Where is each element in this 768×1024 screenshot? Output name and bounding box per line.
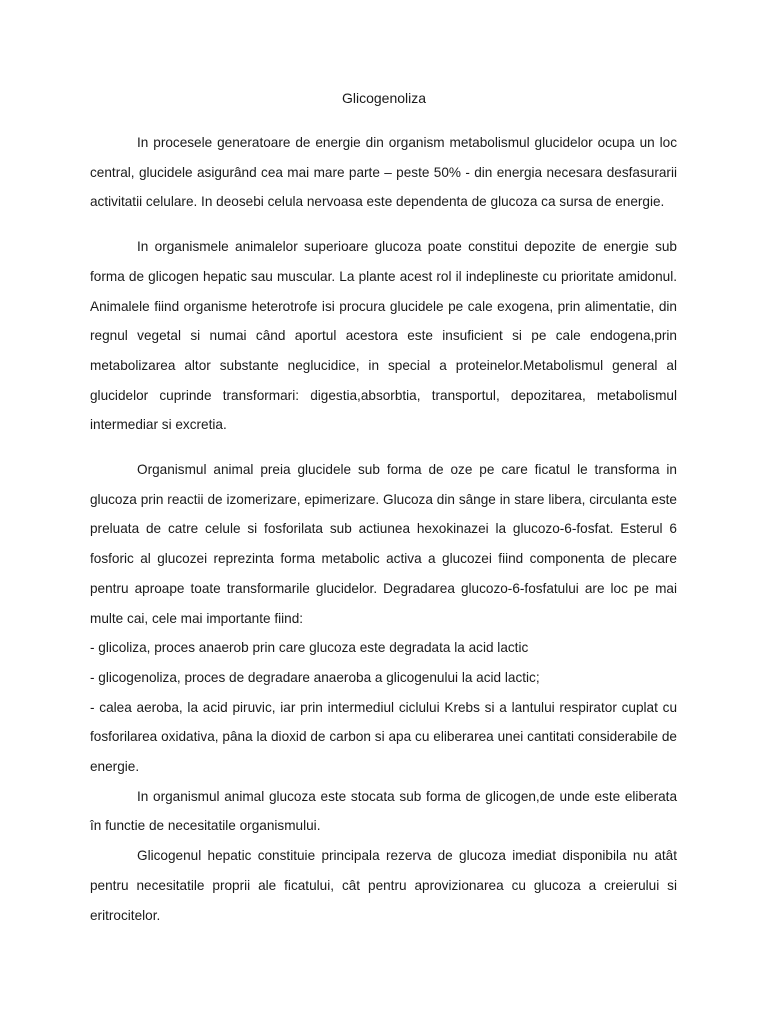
paragraph-glycogen-storage: In organismele animalelor superioare glucoza poate constitui depozite de energie sub forma de glicogen hepatic sau muscular. La plante acest rol il indeplineste cu prioritate amidonul. Animalele fiind organisme heterotrofe isi procura glucidele pe cale exogena, prin alimentatie, din regnul vegetal si numai când aportul acestora este insuficient si pe cale endogena,prin metabolizarea altor substante neglucidice, in special a proteinelor.Metabolismul general al glucidelor cuprinde transformari: digestia,absorbtia, transportul, depozitarea, metabolismul intermediar si excretia. (90, 239, 677, 433)
paragraph-glucose-metabolism: Organismul animal preia glucidele sub forma de oze pe care ficatul le transforma in glucoza prin reactii de izomerizare, epimerizare. Glucoza din sânge in stare libera, circulanta este preluata de catre celule si fosforilata sub actiunea hexokinazei la glucozo-6-fosfat. Esterul 6 fosforic al glucozei reprezinta forma metabolic activa a glucozei fiind componenta de plecare pentru aproape toate transformarile glucidelor. Degradarea glucozo-6-fosfatului are loc pe mai multe cai, cele mai importante fiind: (90, 462, 677, 626)
paragraph-intro: In procesele generatoare de energie din organism metabolismul glucidelor ocupa un loc central, glucidele asigurând cea mai mare parte – peste 50% - din energia necesara desfasurarii activitatii celulare. In deosebi celula nervoasa este dependenta de glucoza ca sursa de energie. (90, 135, 677, 210)
document-title: Glicogenoliza (341, 90, 427, 106)
document-body (90, 128, 677, 930)
list-item-glycogenolysis: - glicogenoliza, proces de degradare anaeroba a glicogenului la acid lactic; (90, 669, 540, 685)
paragraph-hepatic-glycogen: Glicogenul hepatic constituie principala rezerva de glucoza imediat disponibila nu atât pentru necesitatile proprii ale ficatului, cât pentru aprovizionarea cu glucoza a creierului si eritrocitelor. (90, 848, 677, 923)
list-item-aerobic-pathway: - calea aeroba, la acid piruvic, iar prin intermediul ciclului Krebs si a lantului respirator cuplat cu fosforilarea oxidativa, pâna la dioxid de carbon si apa cu eliberarea unei cantitati considerabile de energie. (90, 699, 677, 775)
paragraph-glycogen-release: In organismul animal glucoza este stocata sub forma de glicogen,de unde este eliberata în functie de necesitatile organismului. (90, 788, 677, 834)
list-item-glycolysis: - glicoliza, proces anaerob prin care glucoza este degradata la acid lactic (90, 640, 529, 656)
